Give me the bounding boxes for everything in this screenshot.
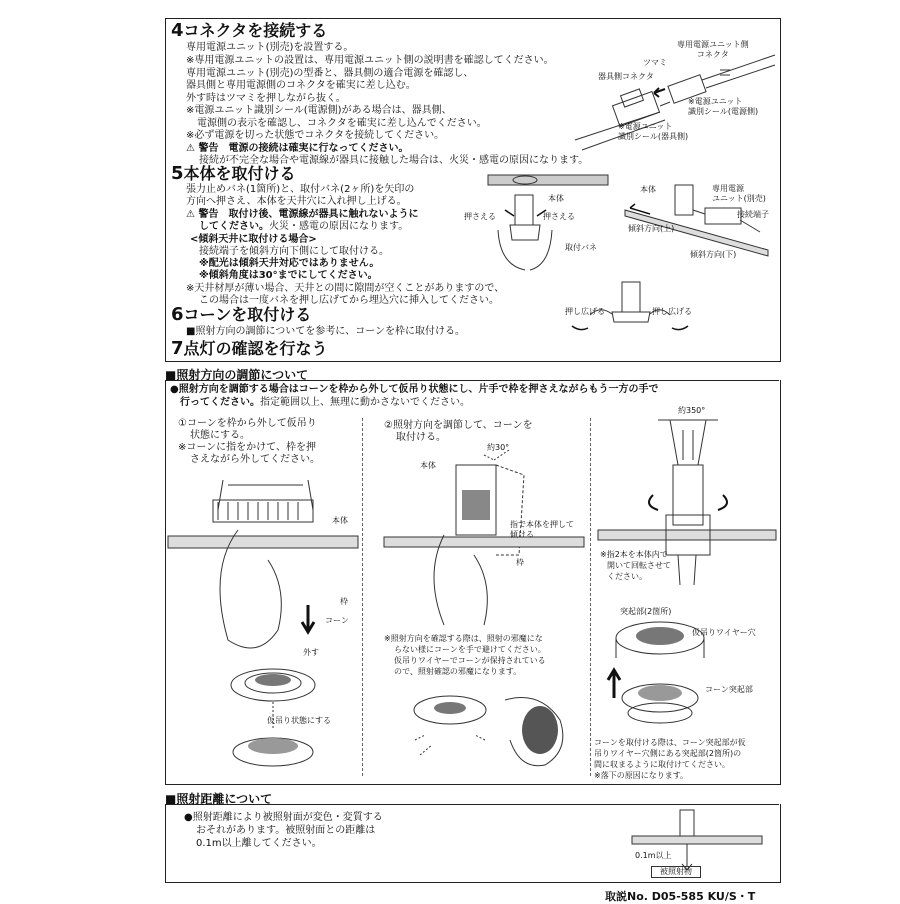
f3-bottom-note-1: コーンを取付ける際は、コーン突起部が仮 [594,738,746,747]
f1-label-body: 本体 [332,516,348,525]
step5-line-2: 方向へ押さえ、本体を天井穴に入れ押し上げる。 [186,196,407,207]
f2-label-angle: 約30° [487,443,510,452]
f2-note-1: ※照射方向を確認する際は、照射の邪魔にな [384,634,543,643]
step6-number: 6 [171,304,184,325]
f1-label-remove: 外す [303,648,319,657]
thin-ceiling-note-1: ※天井材厚が薄い場合、天井との間に隙間が空くことがありますので、 [186,283,505,294]
f1-label-cone: コーン [325,616,349,625]
f2-label-body: 本体 [420,461,436,470]
f3-bottom-note-2: 吊りワイヤー穴側にある突起部(2箇所)の [594,749,742,758]
f1-label-hang: 仮吊り状態にする [267,716,331,725]
step5-line-1: 張力止めバネ(1箇所)と、取付バネ(2ヶ所)を矢印の [186,184,415,195]
warning-icon: ⚠ [186,143,199,154]
f2-label-frame: 枠 [516,558,524,567]
f3-note-1: ※指2本を本体内で [600,550,668,559]
step4-heading [171,22,327,40]
f3-label-proj: 突起部(2箇所) [620,607,672,616]
adjust-intro-2: 行ってください。指定範囲以上、無理に動かさないでください。 [180,397,470,408]
distance-line-2: おそれがあります。被照射面との距離は [196,825,376,836]
install-diagram [480,170,615,275]
connector-label-fixture: 器具側コネクタ [598,72,654,81]
adjust-step1-line-4: さえながら外してください。 [190,454,320,465]
f1-label-frame: 枠 [340,597,348,606]
step7-number: 7 [171,338,184,359]
adjust-step1-line-1: ①コーンを枠から外して仮吊り [178,418,317,429]
slope-note-2: ※傾斜角度は30°までにしてください。 [199,270,378,281]
irradiated-object-label: 被照射物 [651,866,701,878]
adjust-intro-1: ●照射方向を調節する場合はコーンを枠から外して仮吊り状態にし、片手で枠を押さえながらもう一方の手で [170,384,659,395]
slope-title: <傾斜天井に取付ける場合> [190,234,317,245]
install-label-body: 本体 [548,194,564,203]
step4-line-1: 専用電源ユニット(別売)を設置する。 [186,42,354,53]
f3-label-cone-proj: コーン突起部 [705,685,753,694]
step7-title: 点灯の確認を行なう [183,339,328,358]
step4-line-8: ※必ず電源を切った状態でコネクタを接続してください。 [186,130,445,141]
f2-note-2: らない様にコーンを手で避けてください。 [394,645,546,654]
f3-bottom-note-4: ※落下の原因になります。 [594,771,689,780]
f2-label-push: 指で本体を押して 傾ける [510,520,574,539]
step4-title: コネクタを接続する [183,21,328,40]
adjust-divider-1 [362,418,363,776]
adjust-step2-line-2: 取付ける。 [396,432,446,443]
step7-heading [171,340,328,358]
connector-label-unit: 専用電源ユニット側 コネクタ [677,40,749,59]
slope-label-body: 本体 [640,185,656,194]
f3-note-3: ください。 [607,572,647,581]
step4-line-6: ※電源ユニット識別シール(電源側)がある場合は、器具側、 [186,105,452,116]
spread-label-left: 押し広げる [565,307,605,316]
attach-cone-diagram [600,618,710,728]
f3-note-2: 開いて回転させて [607,561,671,570]
install-label-spring: 取付バネ [565,243,597,252]
f2-note-3: 仮吊りワイヤーでコーンが保持されている [394,656,546,665]
step6-title: コーンを取付ける [183,305,312,324]
f3-label-angle: 約350° [678,406,706,415]
tilt-body-diagram [384,445,584,635]
connector-label-seal-fixture: ※電源ユニット 識別シール(器具側) [618,122,689,141]
distance-label: 0.1m以上 [635,851,672,860]
step5-title: 本体を取付ける [183,164,296,183]
step6-heading [171,306,311,324]
slope-label-up: 傾斜方向(上) [628,224,675,233]
step5-warning: ⚠ 警告 取付け後、電源線が器具に触れないように [186,209,419,220]
step4-line-5: 外す時はツマミを押しながら抜く。 [186,93,346,104]
step4-line-7: 電源側の表示を確認し、コネクタを確実に差し込んでください。 [197,118,487,129]
distance-line-1: ●照射距離により被照射面が変色・変質する [184,812,383,823]
step5-number: 5 [171,163,184,184]
step5-warning-2: してください。火災・感電の原因になります。 [199,221,409,232]
cone-aside-diagram [410,680,580,775]
install-label-push-left: 押さえる [464,212,496,221]
distance-line-3: 0.1m以上離してください。 [196,838,322,849]
step5-heading [171,165,296,183]
adjust-divider-2 [590,418,591,776]
slope-label-down: 傾斜方向(下) [690,250,737,259]
slope-label-terminal: 接続端子 [737,210,769,219]
adjust-section-header: ■ 照射方向の調節について [165,366,308,383]
step4-line-3: 専用電源ユニット(別売)の型番と、器具側の適合電源を確認し、 [186,68,474,79]
spread-label-right: 押し広げる [652,307,692,316]
step4-warning: ⚠ 警告 電源の接続は確実に行なってください。 [186,143,409,154]
step6-line: ■照射方向の調節についてを参考に、コーンを枠に取付ける。 [186,326,466,337]
connector-label-knob: ツマミ [643,58,667,67]
warning-icon: ⚠ [186,209,199,220]
step4-line-4: 器具側と専用電源側のコネクタを確実に差し込む。 [186,80,416,91]
adjust-step1-line-2: 状態にする。 [190,430,250,441]
f2-note-4: ので、照射確認の邪魔になります。 [394,667,522,676]
slope-label-psu: 専用電源 ユニット(別売) [712,184,766,203]
step4-line-2: ※専用電源ユニットの設置は、専用電源ユニット側の説明書を確認してください。 [186,55,554,66]
adjust-step2-line-1: ②照射方向を調節して、コーンを [384,420,533,431]
thin-ceiling-note-2: この場合は一度バネを押し広げてから埋込穴に挿入してください。 [199,295,499,306]
f3-bottom-note-3: 間に収まるように取付けてください。 [594,760,730,769]
step4-warning-detail: 接続が不完全な場合や電源線が器具に接触した場合は、火災・感電の原因になります。 [199,155,589,166]
f3-label-wire: 仮吊りワイヤー穴 [692,628,756,637]
document-number: 取説No. D05-585 KU/S・T [605,890,756,903]
install-label-push-right: 押さえる [543,212,575,221]
slope-note-1: ※配光は傾斜天井対応ではありません。 [199,258,380,269]
slope-line: 接続端子を傾斜方向下側にして取付ける。 [199,246,389,257]
step4-number: 4 [171,20,184,41]
connector-label-seal-power: ※電源ユニット 識別シール(電源側) [688,97,759,116]
distance-section-header: ■ 照射距離について [165,790,272,807]
adjust-step1-line-3: ※コーンに指をかけて、枠を押 [178,442,316,453]
